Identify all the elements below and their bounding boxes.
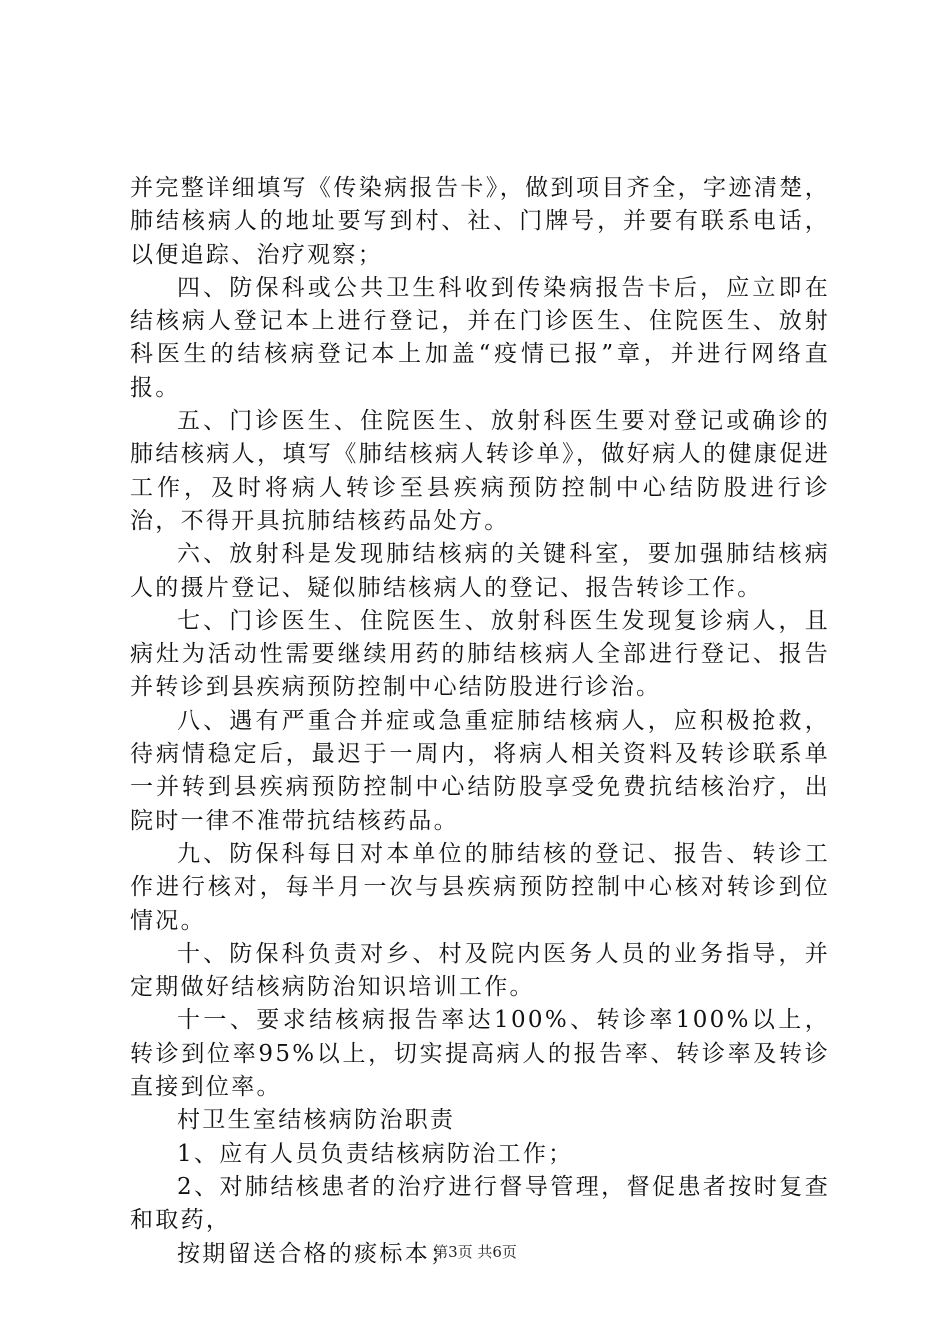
section-heading: 村卫生室结核病防治职责 [177,1107,456,1134]
duty-item-2-continuation: 按期留送合格的痰标本； [177,1240,456,1267]
document-body [130,172,830,1271]
paragraph-item-8: 八、遇有严重合并症或急重症肺结核病人，应积极抢救，待病情稳定后，最迟于一周内，将病人相关资料及转诊联系单一并转到县疾病预防控制中心结防股享受免费抗结核治疗，出院时一律不准带抗结核药品。 [130,707,830,834]
paragraph-item-9: 九、防保科每日对本单位的肺结核的登记、报告、转诊工作进行核对，每半月一次与县疾病预防控制中心核对转诊到位情况。 [130,840,830,934]
paragraph-item-10: 十、防保科负责对乡、村及院内医务人员的业务指导，并定期做好结核病防治知识培训工作。 [130,940,830,1001]
duty-item-2: 2、对肺结核患者的治疗进行督导管理，督促患者按时复查和取药， [130,1173,830,1234]
paragraph-continuation: 并完整详细填写《传染病报告卡》，做到项目齐全，字迹清楚，肺结核病人的地址要写到村、社、门牌号，并要有联系电话，以便追踪、治疗观察； [130,175,830,268]
duty-item-1: 1、应有人员负责结核病防治工作； [177,1140,574,1167]
paragraph-item-7: 七、门诊医生、住院医生、放射科医生发现复诊病人，且病灶为活动性需要继续用药的肺结核病人全部进行登记、报告并转诊到县疾病预防控制中心结防股进行诊治。 [130,607,830,701]
paragraph-item-4: 四、防保科或公共卫生科收到传染病报告卡后，应立即在结核病人登记本上进行登记，并在门诊医生、住院医生、放射科医生的结核病登记本上加盖“疫情已报”章，并进行网络直报。 [130,274,830,401]
paragraph-item-11: 十一、要求结核病报告率达100%、转诊率100%以上，转诊到位率95%以上，切实提高病人的报告率、转诊率及转诊直接到位率。 [130,1007,830,1101]
paragraph-item-6: 六、放射科是发现肺结核病的关键科室，要加强肺结核病人的摄片登记、疑似肺结核病人的登记、报告转诊工作。 [130,541,830,601]
page-footer: 第3页 共6页 [433,1243,517,1261]
paragraph-item-5: 五、门诊医生、住院医生、放射科医生要对登记或确诊的肺结核病人，填写《肺结核病人转诊单》，做好病人的健康促进工作，及时将病人转诊至县疾病预防控制中心结防股进行诊治，不得开具抗肺结核药品处方。 [130,408,830,534]
